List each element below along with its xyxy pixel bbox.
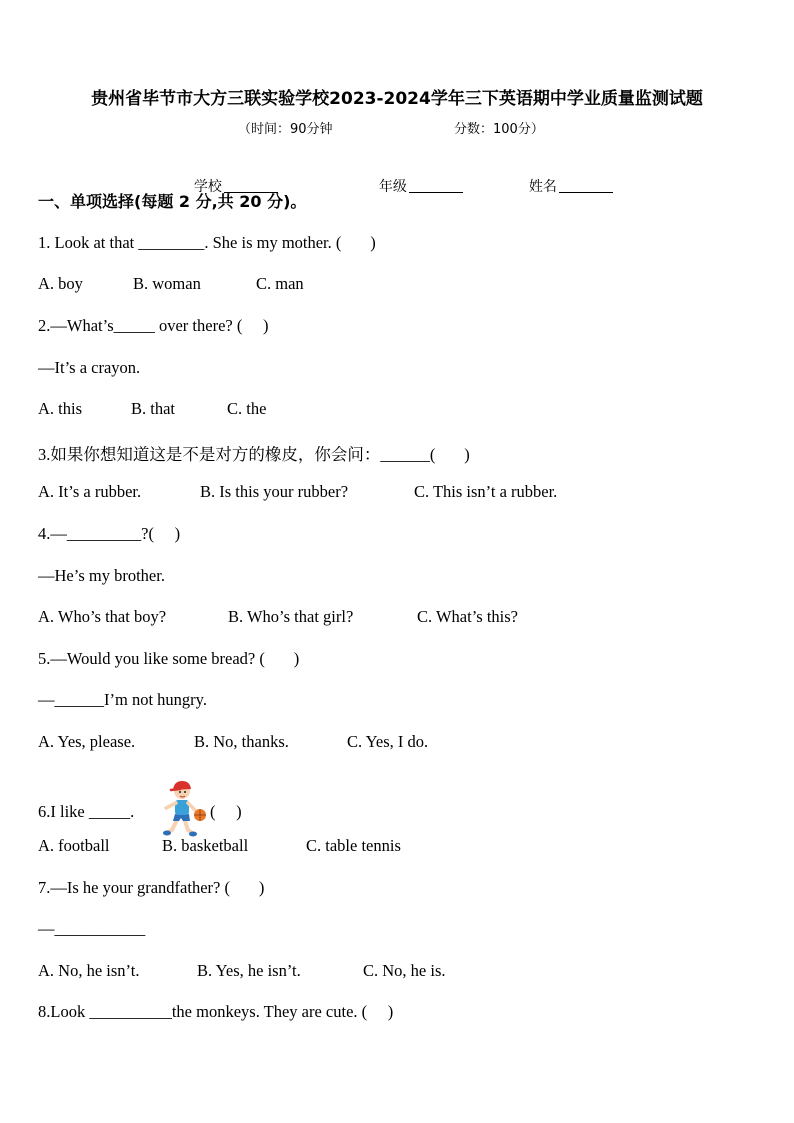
question-3-option-c[interactable]: C. This isn’t a rubber.	[414, 482, 558, 501]
question-2-option-a[interactable]: A. this	[38, 399, 83, 418]
question-6-option-c[interactable]: C. table tennis	[306, 836, 401, 855]
school-label: 学校	[193, 179, 222, 195]
question-6-option-a[interactable]: A. football	[38, 836, 110, 855]
question-4-option-a[interactable]: A. Who’s that boy?	[38, 607, 167, 626]
name-label: 姓名	[528, 179, 557, 195]
question-4-option-b[interactable]: B. Who’s that girl?	[228, 607, 354, 626]
question-3-stem: 3.如果你想知道这是不是对方的橡皮，你会问：______( )	[38, 445, 470, 464]
grade-blank[interactable]	[409, 178, 463, 193]
boy-playing-basketball-icon	[150, 760, 198, 820]
question-7-option-a[interactable]: A. No, he isn’t.	[38, 961, 140, 980]
question-5-stem: 5.—Would you like some bread? ( )	[38, 649, 300, 668]
exam-time: （时间：90分钟	[238, 122, 333, 137]
question-5-option-c[interactable]: C. Yes, I do.	[347, 732, 429, 751]
exam-score: 分数：100分）	[454, 122, 544, 137]
question-1-option-a[interactable]: A. boy	[38, 274, 83, 293]
question-1-option-c[interactable]: C. man	[256, 274, 304, 293]
name-blank[interactable]	[559, 178, 613, 193]
name-field[interactable]	[520, 160, 613, 196]
question-7-option-b[interactable]: B. Yes, he isn’t.	[197, 961, 301, 980]
grade-field[interactable]	[370, 160, 463, 196]
question-2-stem: 2.—What’s_____ over there? ( )	[38, 316, 269, 335]
question-7-option-c[interactable]: C. No, he is.	[363, 961, 446, 980]
question-5-dialogue: —______I’m not hungry.	[38, 690, 207, 709]
question-6-option-b[interactable]: B. basketball	[162, 836, 249, 855]
page-title: 贵州省毕节市大方三联实验学校2023-2024学年三下英语期中学业质量监测试题	[91, 89, 703, 109]
question-2-option-b[interactable]: B. that	[131, 399, 175, 418]
question-4-option-c[interactable]: C. What’s this?	[417, 607, 518, 626]
question-4-stem: 4.—_________?( )	[38, 524, 181, 543]
question-7-dialogue: —___________	[38, 919, 146, 938]
grade-label: 年级	[378, 179, 407, 195]
question-4-dialogue: —He’s my brother.	[38, 566, 165, 585]
question-6-answer-paren: ( )	[210, 802, 242, 821]
question-3-option-b[interactable]: B. Is this your rubber?	[200, 482, 349, 501]
question-8-stem: 8.Look __________the monkeys. They are cute. ( )	[38, 1002, 394, 1021]
question-2-option-c[interactable]: C. the	[227, 399, 267, 418]
question-5-option-b[interactable]: B. No, thanks.	[194, 732, 289, 751]
section-heading: 一、单项选择(每题 2 分,共 20 分)。	[38, 192, 307, 211]
question-5-option-a[interactable]: A. Yes, please.	[38, 732, 136, 751]
question-3-option-a[interactable]: A. It’s a rubber.	[38, 482, 142, 501]
question-7-stem: 7.—Is he your grandfather? ( )	[38, 878, 265, 897]
question-6-stem: 6.I like _____.	[38, 802, 135, 821]
question-1-stem: 1. Look at that ________. She is my mother. ( )	[38, 233, 376, 252]
question-1-option-b[interactable]: B. woman	[133, 274, 201, 293]
question-2-dialogue: —It’s a crayon.	[38, 358, 141, 377]
